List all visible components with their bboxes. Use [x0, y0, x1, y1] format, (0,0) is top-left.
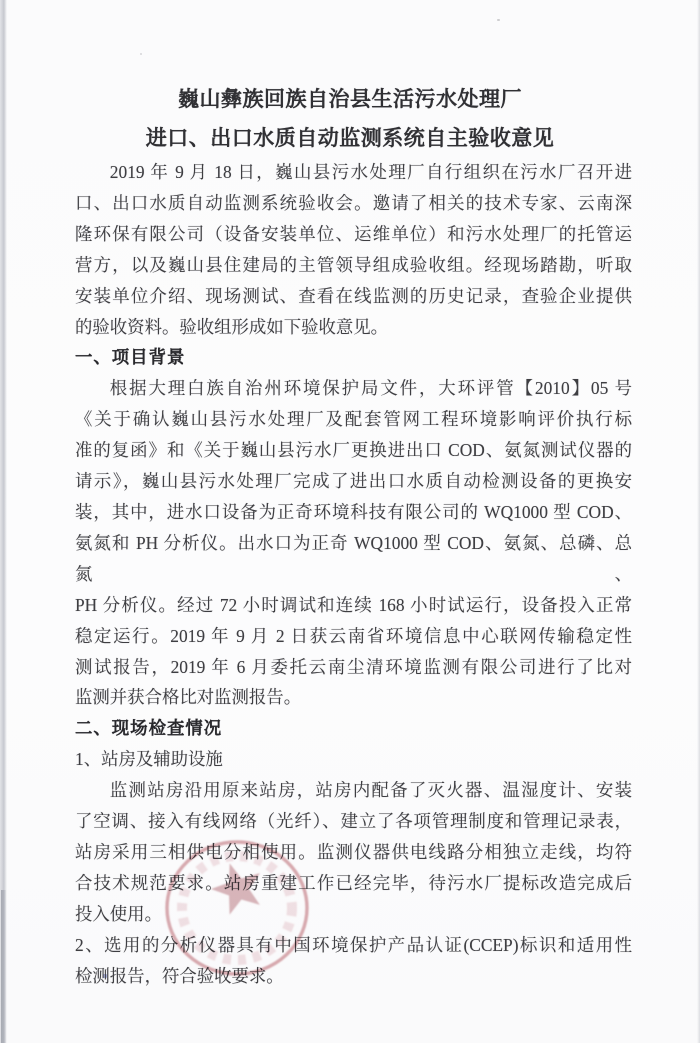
text-line: 隆环保有限公司（设备安装单位、运维单位）和污水处理厂的托管运	[75, 223, 632, 244]
text-line: 测试报告，2019 年 6 月委托云南尘清环境监测有限公司进行了比对	[75, 656, 632, 677]
text-line: 《关于确认巍山县污水处理厂及配套管网工程环境影响评价执行标	[75, 409, 632, 430]
text-line: 口、出口水质自动监测系统验收会。邀请了相关的技术专家、云南深	[75, 192, 632, 213]
text-line: 根据大理白族自治州环境保护局文件，大环评管【2010】05 号	[109, 378, 632, 399]
section-heading: 二、现场检查情况	[75, 718, 223, 739]
text-line: 氨氮和 PH 分析仪。出水口为正奇 WQ1000 型 COD、氨氮、总磷、总氮、	[75, 532, 632, 584]
text-line: 营方，以及巍山县住建局的主管领导组成验收组。经现场踏勘，听取	[75, 254, 632, 275]
text-line: 2、选用的分析仪器具有中国环境保护产品认证(CCEP)标识和适用性	[75, 934, 632, 955]
text-line: 装，其中，进水口设备为正奇环境科技有限公司的 WQ1000 型 COD、	[75, 501, 632, 522]
scan-speck	[140, 53, 142, 55]
document-title-line1: 巍山彝族回族自治县生活污水处理厂	[178, 87, 522, 111]
text-line: 请示》，巍山县污水处理厂完成了进出口水质自动检测设备的更换安	[75, 471, 632, 492]
text-line: 合技术规范要求。站房重建工作已经完毕，待污水厂提标改造完成后	[75, 872, 632, 893]
text-line: 的验收资料。验收组形成如下验收意见。	[75, 316, 389, 337]
scan-edge-left	[0, 0, 7, 1043]
scan-edge-left-dark	[1, 890, 6, 1043]
document-body	[75, 157, 632, 991]
text-line: 投入使用。	[75, 903, 162, 924]
text-line: 1、站房及辅助设施	[75, 749, 223, 770]
scan-speck	[497, 19, 500, 21]
text-line: 监测站房沿用原来站房，站房内配备了灭火器、温湿度计、安装	[109, 780, 632, 801]
text-line: 2019 年 9 月 18 日，巍山县污水处理厂自行组织在污水厂召开进	[109, 162, 632, 182]
text-line: 检测报告，符合验收要求。	[75, 965, 284, 986]
text-line: 准的复函》和《关于巍山县污水厂更换进出口 COD、氨氮测试仪器的	[75, 440, 632, 461]
text-line: 安装单位介绍、现场测试、查看在线监测的历史记录，查验企业提供	[75, 285, 632, 306]
text-line: 监测并获合格比对监测报告。	[75, 687, 302, 708]
text-line: 了空调、接入有线网络（光纤）、建立了各项管理制度和管理记录表，	[75, 811, 632, 832]
text-line: 站房采用三相供电分相使用。监测仪器供电线路分相独立走线，均符	[75, 841, 632, 862]
text-line: PH 分析仪。经过 72 小时调试和连续 168 小时试运行，设备投入正常	[75, 594, 632, 615]
text-line: 稳定运行。2019 年 9 月 2 日获云南省环境信息中心联网传输稳定性	[75, 625, 632, 646]
document-title-line2: 进口、出口水质自动监测系统自主验收意见	[145, 126, 555, 150]
section-heading: 一、项目背景	[75, 347, 186, 368]
